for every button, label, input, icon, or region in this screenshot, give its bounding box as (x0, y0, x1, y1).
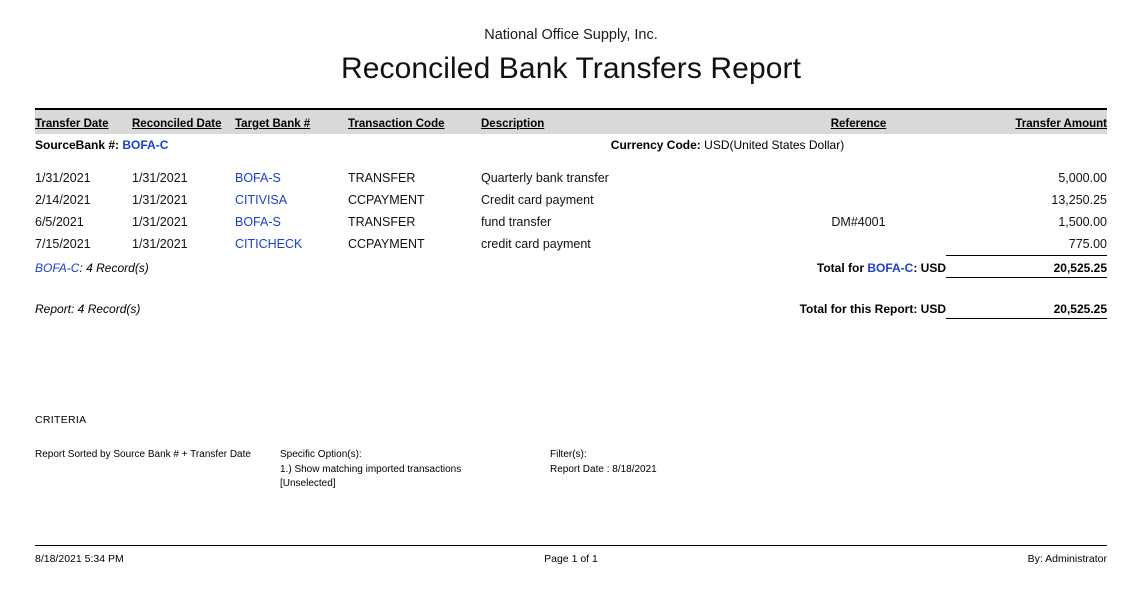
report-total-amount: 20,525.25 (946, 296, 1107, 319)
source-bank-label: SourceBank #: (35, 138, 120, 152)
spacer (35, 278, 1107, 297)
cell-target-bank[interactable]: CITIVISA (235, 193, 288, 207)
currency-code-label: Currency Code: (610, 138, 701, 152)
criteria-heading: CRITERIA (35, 414, 87, 426)
report-page (0, 27, 1142, 601)
cell-reconciled-date: 1/31/2021 (132, 193, 188, 207)
cell-description: credit card payment (481, 237, 591, 252)
source-bank-value: BOFA-C (122, 138, 169, 152)
cell-amount: 1,500.00 (1058, 215, 1107, 229)
cell-description: fund transfer (481, 215, 552, 229)
cell-reconciled-date: 1/31/2021 (132, 215, 188, 229)
criteria-filter-label: Filter(s): (550, 449, 587, 460)
table-row (35, 211, 1107, 233)
criteria-filter-line-1: Report Date : 8/18/2021 (550, 463, 657, 475)
cell-description: Credit card payment (481, 193, 594, 207)
group-header-row (35, 134, 1107, 155)
cell-reference (771, 189, 946, 211)
cell-reconciled-date: 1/31/2021 (132, 171, 188, 185)
footer-timestamp: 8/18/2021 5:34 PM (35, 553, 124, 565)
cell-reference (771, 233, 946, 256)
cell-reference (771, 167, 946, 189)
cell-reference: DM#4001 (831, 215, 886, 229)
criteria-options-label: Specific Option(s): (280, 449, 362, 460)
criteria-section (35, 448, 1107, 492)
cell-reconciled-date: 1/31/2021 (132, 237, 188, 252)
cell-transaction-code: TRANSFER (348, 215, 416, 229)
cell-target-bank[interactable]: CITICHECK (235, 237, 303, 252)
table-row (35, 167, 1107, 189)
criteria-options-line-2: [Unselected] (280, 478, 336, 489)
cell-transaction-code: CCPAYMENT (348, 193, 425, 207)
group-records-count: : 4 Record(s) (79, 261, 149, 275)
body-spacer (35, 319, 1107, 414)
cell-transfer-date: 1/31/2021 (35, 171, 91, 185)
report-total-label: Total for this Report: USD (799, 302, 946, 317)
currency-cell (348, 134, 1107, 155)
footer-user: By: Administrator (1027, 553, 1107, 565)
group-total-amount: 20,525.25 (946, 256, 1107, 278)
column-header-transfer-amount: Transfer Amount (946, 110, 1107, 134)
cell-transfer-date: 7/15/2021 (35, 237, 91, 252)
cell-transaction-code: TRANSFER (348, 171, 416, 185)
column-header-transfer-date: Transfer Date (35, 110, 132, 134)
footer (35, 545, 1107, 565)
group-total-label-bank: BOFA-C (867, 261, 914, 275)
cell-target-bank[interactable]: BOFA-S (235, 215, 281, 229)
group-records-cell (35, 256, 348, 278)
column-header-reconciled-date: Reconciled Date (132, 110, 235, 134)
cell-amount: 775.00 (1068, 237, 1107, 251)
table-header-row (35, 110, 1107, 134)
group-records-bank: BOFA-C (35, 261, 80, 275)
group-total-label-prefix: Total for (816, 261, 868, 275)
cell-transaction-code: CCPAYMENT (348, 237, 425, 252)
cell-target-bank[interactable]: BOFA-S (235, 171, 281, 185)
column-header-description: Description (481, 110, 771, 134)
criteria-sort: Report Sorted by Source Bank # + Transfer Date (35, 449, 251, 460)
cell-transfer-date: 2/14/2021 (35, 193, 91, 207)
column-header-target-bank: Target Bank # (235, 110, 348, 134)
company-name: National Office Supply, Inc. (484, 27, 658, 43)
page-title: Reconciled Bank Transfers Report (340, 52, 802, 85)
table-row (35, 233, 1107, 256)
currency-code-value: USD(United States Dollar) (704, 138, 845, 152)
report-records-count: Report: 4 Record(s) (35, 302, 141, 317)
report-total-row (35, 296, 1107, 319)
spacer (35, 155, 1107, 167)
cell-amount: 13,250.25 (1051, 193, 1107, 207)
transfers-table (35, 110, 1107, 319)
cell-transfer-date: 6/5/2021 (35, 215, 84, 229)
column-header-reference: Reference (771, 110, 946, 134)
footer-page-number: Page 1 of 1 (544, 553, 598, 565)
criteria-options (280, 448, 550, 492)
criteria-options-line-1: 1.) Show matching imported transactions (280, 463, 462, 475)
cell-amount: 5,000.00 (1058, 171, 1107, 185)
cell-description: Quarterly bank transfer (481, 171, 609, 185)
group-total-label (348, 256, 946, 278)
group-total-label-suffix: : USD (913, 261, 946, 275)
column-header-transaction-code: Transaction Code (348, 110, 481, 134)
table-row (35, 189, 1107, 211)
source-bank-cell (35, 134, 348, 155)
criteria-filters (550, 448, 850, 492)
group-total-row (35, 256, 1107, 278)
